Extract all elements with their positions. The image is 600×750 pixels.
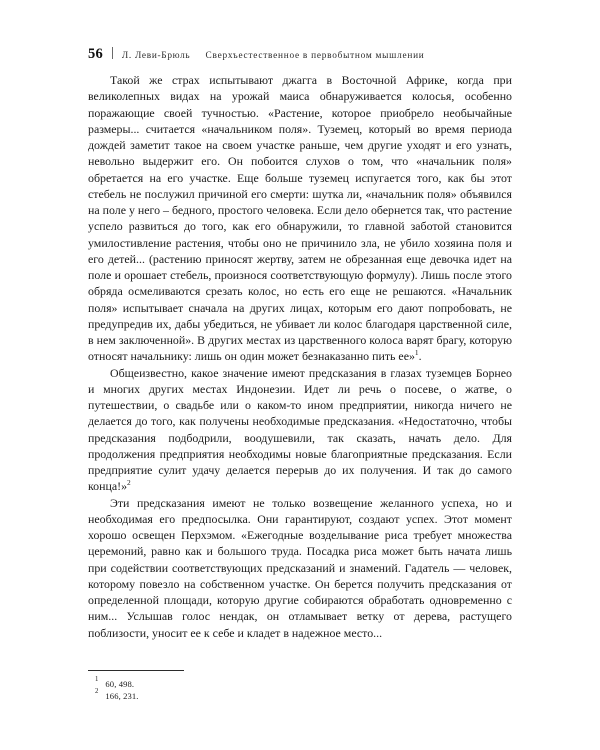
header-divider [112,47,113,59]
running-head-author: Л. Леви-Брюль [121,51,191,61]
footnote-item [88,678,512,690]
footnote-separator-rule [88,670,184,671]
paragraph-2-text: Общеизвестно, какое значение имеют предсказания в глазах туземцев Борнео и многих других местах Индонезии. Идет ли речь о посеве, о жатве, о путешествии, о свадьбе или о каком-то ином предприятии, никогда ничего не делается до того, как получены необходимые предсказания. «Недостаточно, чтобы предсказания подбодрили, воодушевили, так сказать, начать дело. Для продолжения предприятия необходимы новые благоприятные предсказания. Если предприятие сулит удачу делается перерыв до их получения. И так до самого конца!» [88,365,512,494]
paragraph-3 [88,495,512,641]
footnote-ref-2[interactable]: 2 [127,478,131,488]
footnote-marker: 2 [95,688,99,696]
body-text [88,72,512,641]
footnote-item [88,690,512,702]
page-header [88,46,540,63]
footnote-text: 60, 498. [105,679,135,689]
page-number: 56 [88,46,103,62]
footnote-marker: 1 [95,676,99,683]
running-head [122,51,425,61]
running-head-title: Сверхъестественное в первобытном мышлении [205,51,425,61]
paragraph-2 [88,365,512,495]
footnote-text: 166, 231. [105,691,139,702]
paragraph-1-text: Такой же страх испытывают джагга в Восточной Африке, когда при великолепных видах на урожай маиса обнаруживается колосья, особенно поражающие своей тучностью. «Растение, которое приобрело необычайные размеры... считается «начальником поля». Туземец, который во время периода дождей заметит такое на своем участке раньше, чем другие уходят и его узнать, невольно выдержит его. Он побоится слухов о том, что «начальник поля» обретается на его участке. Еще больше туземец испугается того, как бы этот стебель не послужил причиной его смерти: шутка ли, «начальник поля» объявился на поле у него – бедного, простого человека. Если дело обернется так, что растение успело развиться до того, как его обнаружили, то главной заботой становится умилостивление растения, чтобы оно не причинило зла, не убило хозяина поля и его детей... (растению приносят жертву, затем не обрезанная еще девочка идет на поле и орошает стебель, произнося соответствующую формулу). Лишь после этого обряда осмеливаются срезать колос, но есть его еще не решаются. «Начальник поля» испытывает сначала на других лицах, которым его дают попробовать, не предупредив их, дабы убедиться, не убивает ли колос благодаря царственной силе, в нем заключенной». В других местах из царственного колоса варят брагу, которую относят начальнику: лишь он один может безнаказанно пить ее» [88,73,512,364]
paragraph-3-text: Эти предсказания имеют не только возвещение желанного успеха, но и необходимая его предпосылка. Они гарантируют, создают успех. Этот момент хорошо освещен Перхэмом. «Ежегодные возделывание риса требует множества церемоний, равно как и большого труда. Посадка риса может быть начата лишь при содействии соответствующих предсказаний и знамений. Гадатель — человек, которому повезло на собственном участке. Он берется получить предсказания от определенной площади, которую другие собираются обработать одновременно с ним... Услышав голос нендак, он отламывает ветку от дерева, растущего поблизости, уносит ее к себе и кладет в надежное место... [88,495,512,640]
paragraph-1: Такой же страх испытывают джагга в Восточной Африке, когда при великолепных видах на урожай маиса обнаруживается колосья, особенно поражающие своей тучностью. «Растение, которое приобрело необычайные размеры... считается «начальником поля». Туземец, который во время периода дождей заметит такое на своем участке раньше, чем другие уходят и его узнать, невольно выдержит его. Он побоится слухов о том, что «начальник поля» обретается на его участке. Еще больше туземец испугается того, как бы этот стебель не послужил причиной его смерти: шутка ли, «начальник поля» объявился на поле у него – бедного, простого человека. Если дело обернется так, что растение успело развиться до того, как его обнаружили, то главной заботой становится умилостивление растения, чтобы оно не причинило зла, не убило хозяина поля и его детей... (растению приносят жертву, затем не обрезанная еще девочка идет на поле и орошает стебель, произнося соответствующую формулу). Лишь после этого обряда осмеливаются срезать колос, но есть его еще не решаются. «Начальник поля» испытывает сначала на других лицах, которым его дают попробовать, не предупредив их, дабы убедиться, не убивает ли колос благодаря царственной силе, в нем заключенной». В других местах из царственного колоса варят брагу, которую относят начальнику: лишь он один может безнаказанно пить ее»$^1$. [88,73,512,364]
footnotes-block [88,670,512,703]
footnote-ref-1[interactable]: 1 [414,348,419,358]
